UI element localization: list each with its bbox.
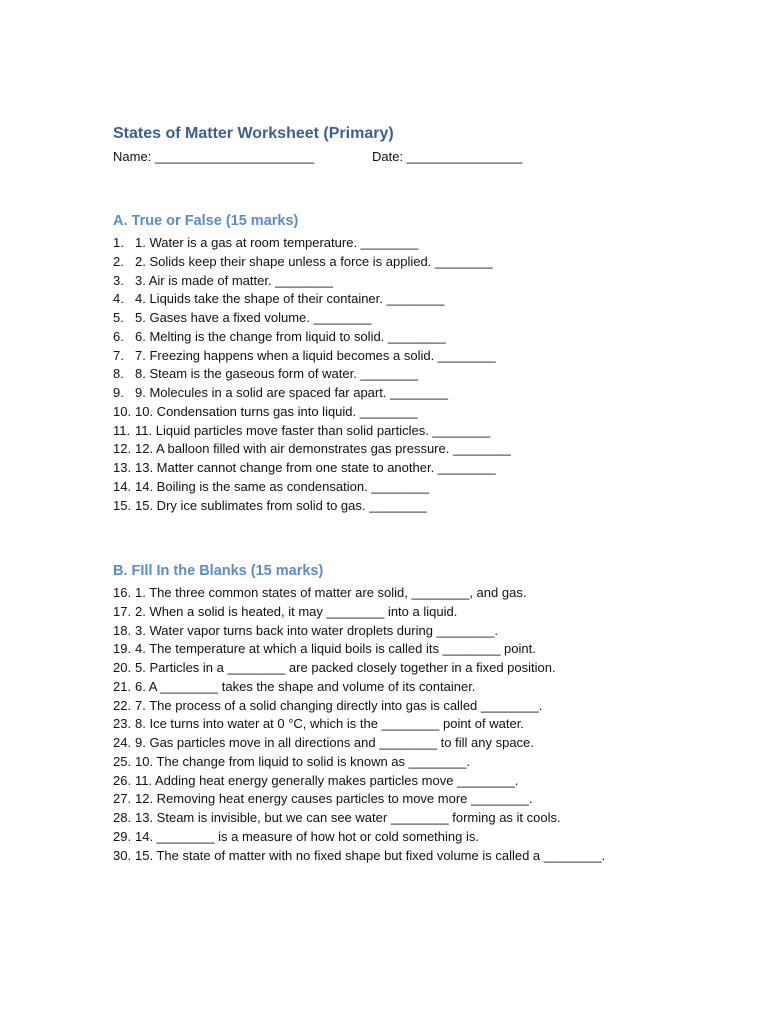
item-number: 20. bbox=[113, 660, 132, 675]
item-text: 3. Air is made of matter. ________ bbox=[135, 272, 334, 288]
list-item bbox=[113, 497, 511, 516]
list-item bbox=[113, 640, 605, 659]
item-text: 15. Dry ice sublimates from solid to gas. ________ bbox=[135, 497, 427, 513]
item-number: 19. bbox=[113, 641, 132, 657]
item-text: 14. ________ is a measure of how hot or cold something is. bbox=[135, 828, 479, 844]
item-number: 24. bbox=[113, 735, 132, 750]
item-text: 1. The three common states of matter are solid, ________, and gas. bbox=[135, 585, 527, 600]
item-number: 18. bbox=[113, 622, 132, 638]
item-number: 15. bbox=[113, 497, 132, 513]
item-number: 12. bbox=[113, 441, 132, 457]
item-number: 16. bbox=[113, 585, 132, 600]
item-text: 6. A ________ takes the shape and volume of its container. bbox=[135, 678, 476, 694]
item-text: 10. Condensation turns gas into liquid. ________ bbox=[135, 403, 418, 419]
list-item bbox=[113, 234, 511, 253]
item-number: 26. bbox=[113, 772, 132, 788]
true-false-list bbox=[113, 234, 511, 515]
list-item bbox=[113, 403, 511, 422]
item-number: 7. bbox=[113, 347, 124, 363]
item-text: 14. Boiling is the same as condensation. ________ bbox=[135, 478, 430, 494]
list-item bbox=[113, 753, 605, 772]
item-text: 3. Water vapor turns back into water droplets during ________. bbox=[135, 622, 499, 638]
item-number: 2. bbox=[113, 253, 124, 269]
list-item bbox=[113, 422, 511, 441]
item-number: 23. bbox=[113, 716, 132, 732]
list-item bbox=[113, 384, 511, 403]
item-number: 10. bbox=[113, 403, 132, 419]
list-item bbox=[113, 715, 605, 734]
list-item bbox=[113, 790, 605, 809]
item-number: 22. bbox=[113, 697, 132, 713]
item-number: 29. bbox=[113, 828, 132, 844]
item-number: 6. bbox=[113, 328, 124, 344]
item-text: 4. Liquids take the shape of their container. ________ bbox=[135, 291, 445, 307]
item-text: 2. Solids keep their shape unless a force is applied. ________ bbox=[135, 253, 493, 269]
item-text: 8. Ice turns into water at 0 °C, which is the ________ point of water. bbox=[135, 716, 524, 732]
item-number: 14. bbox=[113, 478, 132, 494]
item-number: 1. bbox=[113, 235, 124, 250]
item-text: 7. The process of a solid changing directly into gas is called ________. bbox=[135, 697, 543, 713]
date-field: Date: ________________ bbox=[372, 149, 523, 164]
list-item bbox=[113, 697, 605, 716]
list-item bbox=[113, 659, 605, 678]
item-number: 11. bbox=[113, 422, 131, 438]
item-text: 7. Freezing happens when a liquid becomes a solid. ________ bbox=[135, 347, 496, 363]
item-number: 30. bbox=[113, 847, 132, 863]
item-text: 1. Water is a gas at room temperature. ________ bbox=[135, 235, 419, 250]
list-item bbox=[113, 584, 605, 603]
item-text: 8. Steam is the gaseous form of water. ________ bbox=[135, 366, 419, 382]
list-item bbox=[113, 309, 511, 328]
list-item bbox=[113, 734, 605, 753]
list-item bbox=[113, 678, 605, 697]
item-number: 28. bbox=[113, 810, 132, 825]
list-item bbox=[113, 272, 511, 291]
list-item bbox=[113, 478, 511, 497]
list-item bbox=[113, 365, 511, 384]
item-number: 27. bbox=[113, 791, 132, 807]
item-number: 17. bbox=[113, 603, 132, 619]
worksheet-title: States of Matter Worksheet (Primary) bbox=[113, 125, 394, 142]
item-text: 12. A balloon filled with air demonstrates gas pressure. ________ bbox=[135, 441, 511, 457]
item-text: 4. The temperature at which a liquid boils is called its ________ point. bbox=[135, 641, 536, 657]
list-item bbox=[113, 253, 511, 272]
list-item bbox=[113, 440, 511, 459]
list-item bbox=[113, 828, 605, 847]
name-date-row bbox=[113, 149, 523, 164]
name-field: Name: ______________________ bbox=[113, 149, 314, 164]
fill-in-blanks-list bbox=[113, 584, 605, 865]
list-item bbox=[113, 622, 605, 641]
section-a-heading: A. True or False (15 marks) bbox=[113, 213, 299, 229]
list-item bbox=[113, 603, 605, 622]
item-number: 4. bbox=[113, 291, 124, 307]
item-number: 5. bbox=[113, 310, 124, 325]
item-number: 8. bbox=[113, 366, 124, 382]
item-number: 3. bbox=[113, 272, 124, 288]
list-item bbox=[113, 328, 511, 347]
list-item bbox=[113, 347, 511, 366]
list-item bbox=[113, 772, 605, 791]
item-number: 13. bbox=[113, 460, 132, 475]
list-item bbox=[113, 809, 605, 828]
item-text: 15. The state of matter with no fixed shape but fixed volume is called a ________. bbox=[135, 847, 606, 863]
item-text: 6. Melting is the change from liquid to solid. ________ bbox=[135, 328, 446, 344]
item-text: 13. Steam is invisible, but we can see water ________ forming as it cools. bbox=[135, 810, 561, 825]
item-text: 9. Molecules in a solid are spaced far apart. ________ bbox=[135, 385, 448, 400]
item-text: 9. Gas particles move in all directions and ________ to fill any space. bbox=[135, 735, 534, 750]
item-text: 5. Particles in a ________ are packed closely together in a fixed position. bbox=[135, 660, 556, 675]
item-text: 10. The change from liquid to solid is known as ________. bbox=[135, 753, 471, 769]
item-number: 25. bbox=[113, 753, 132, 769]
item-text: 13. Matter cannot change from one state to another. ________ bbox=[135, 460, 496, 475]
section-b-heading: B. FIll In the Blanks (15 marks) bbox=[113, 563, 324, 579]
item-text: 2. When a solid is heated, it may ________ into a liquid. bbox=[135, 603, 458, 619]
item-text: 12. Removing heat energy causes particles to move more ________. bbox=[135, 791, 533, 807]
list-item bbox=[113, 847, 605, 866]
item-number: 9. bbox=[113, 385, 124, 400]
item-text: 11. Adding heat energy generally makes particles move ________. bbox=[135, 772, 519, 788]
item-text: 11. Liquid particles move faster than solid particles. ________ bbox=[135, 422, 491, 438]
list-item bbox=[113, 290, 511, 309]
list-item bbox=[113, 459, 511, 478]
item-number: 21. bbox=[113, 678, 132, 694]
item-text: 5. Gases have a fixed volume. ________ bbox=[135, 310, 372, 325]
